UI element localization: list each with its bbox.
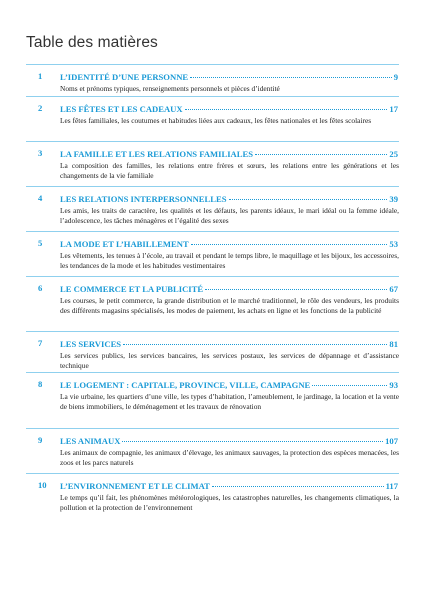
chapter-page: 25 [389, 149, 398, 159]
dot-leader [212, 478, 384, 487]
divider [26, 331, 399, 332]
divider [26, 141, 399, 142]
chapter-description: Les courses, le petit commerce, la grande distribution et le marché traditionnel, le rôle des vendeurs, les produits des différents magasins spécialisés, les modes de paiement, les achats en ligne et les fonctions de la publicité [60, 296, 399, 316]
chapter-number: 9 [38, 435, 43, 445]
divider [26, 372, 399, 373]
chapter-number: 8 [38, 379, 43, 389]
chapter-heading[interactable] [60, 480, 398, 492]
dot-leader [205, 281, 387, 290]
chapter-page: 107 [385, 436, 398, 446]
chapter-heading[interactable] [60, 283, 398, 295]
chapter-title: LES SERVICES [60, 339, 122, 349]
chapter-heading[interactable] [60, 379, 398, 391]
chapter-page: 67 [389, 284, 398, 294]
divider [26, 276, 399, 277]
chapter-heading[interactable] [60, 71, 398, 83]
chapter-description: La composition des familles, les relations entre frères et sœurs, les relations entre les générations et les changements de la vie familiale [60, 161, 399, 181]
dot-leader [185, 101, 388, 110]
chapter-number: 4 [38, 193, 43, 203]
dot-leader [312, 377, 387, 386]
chapter-number: 7 [38, 338, 43, 348]
chapter-page: 117 [385, 481, 398, 491]
dot-leader [123, 336, 387, 345]
chapter-heading[interactable] [60, 435, 398, 447]
divider [26, 186, 399, 187]
divider [26, 428, 399, 429]
chapter-page: 81 [389, 339, 398, 349]
chapter-title: L’ENVIRONNEMENT ET LE CLIMAT [60, 481, 210, 491]
chapter-description: Les animaux de compagnie, les animaux d’élevage, les animaux sauvages, la protection des espèces menacées, les zoos et les parcs naturels [60, 448, 399, 468]
dot-leader [122, 433, 383, 442]
chapter-heading[interactable] [60, 193, 398, 205]
chapter-title: LE COMMERCE ET LA PUBLICITÉ [60, 284, 204, 294]
chapter-heading[interactable] [60, 103, 398, 115]
chapter-description: Le temps qu’il fait, les phénomènes météorologiques, les catastrophes naturelles, les changements climatiques, la pollution et la protection de l’environnement [60, 493, 399, 513]
chapter-description: Les vêtements, les tenues à l’école, au travail et pendant le temps libre, le maquillage et les bijoux, les accessoires, les tendances de la mode et les habitudes vestimentaires [60, 251, 399, 271]
dot-leader [191, 236, 388, 245]
chapter-heading[interactable] [60, 338, 398, 350]
chapter-title: LA FAMILLE ET LES RELATIONS FAMILIALES [60, 149, 254, 159]
chapter-heading[interactable] [60, 238, 398, 250]
chapter-description: La vie urbaine, les quartiers d’une ville, les types d’habitation, l’ameublement, le jardinage, la location et la vente de biens immobiliers, le déménagement et les travaux de rénovation [60, 392, 399, 412]
chapter-number: 10 [38, 480, 47, 490]
divider [26, 64, 399, 65]
divider [26, 231, 399, 232]
chapter-title: LES RELATIONS INTERPERSONNELLES [60, 194, 227, 204]
chapter-description: Les fêtes familiales, les coutumes et habitudes liées aux cadeaux, les fêtes nationales et les fêtes scolaires [60, 116, 372, 125]
chapter-title: L’IDENTITÉ D’UNE PERSONNE [60, 72, 189, 82]
chapter-number: 5 [38, 238, 43, 248]
divider [26, 473, 399, 474]
chapter-number: 2 [38, 103, 43, 113]
chapter-description: Les amis, les traits de caractère, les qualités et les défauts, les parents idéaux, le mari idéal ou la femme idéale, l’adolescence, les tâches ménagères et l’égalité des sexes [60, 206, 399, 226]
dot-leader [190, 69, 392, 78]
chapter-page: 53 [389, 239, 398, 249]
chapter-title: LES ANIMAUX [60, 436, 121, 446]
chapter-number: 1 [38, 71, 43, 81]
dot-leader [229, 191, 388, 200]
page-title: Table des matières [26, 34, 158, 51]
chapter-page: 93 [389, 380, 398, 390]
chapter-description: Noms et prénoms typiques, renseignements personnels et pièces d’identité [60, 84, 280, 93]
chapter-number: 3 [38, 148, 43, 158]
dot-leader [255, 146, 387, 155]
chapter-page: 39 [389, 194, 398, 204]
chapter-page: 17 [389, 104, 398, 114]
chapter-title: LA MODE ET L’HABILLEMENT [60, 239, 189, 249]
chapter-title: LE LOGEMENT : CAPITALE, PROVINCE, VILLE, CAMPAGNE [60, 380, 311, 390]
chapter-page: 9 [393, 72, 398, 82]
divider [26, 96, 399, 97]
chapter-number: 6 [38, 283, 43, 293]
chapter-title: LES FÊTES ET LES CADEAUX [60, 104, 183, 114]
chapter-heading[interactable] [60, 148, 398, 160]
chapter-description: Les services publics, les services bancaires, les services postaux, les services de dépannage et d’assistance technique [60, 351, 399, 371]
